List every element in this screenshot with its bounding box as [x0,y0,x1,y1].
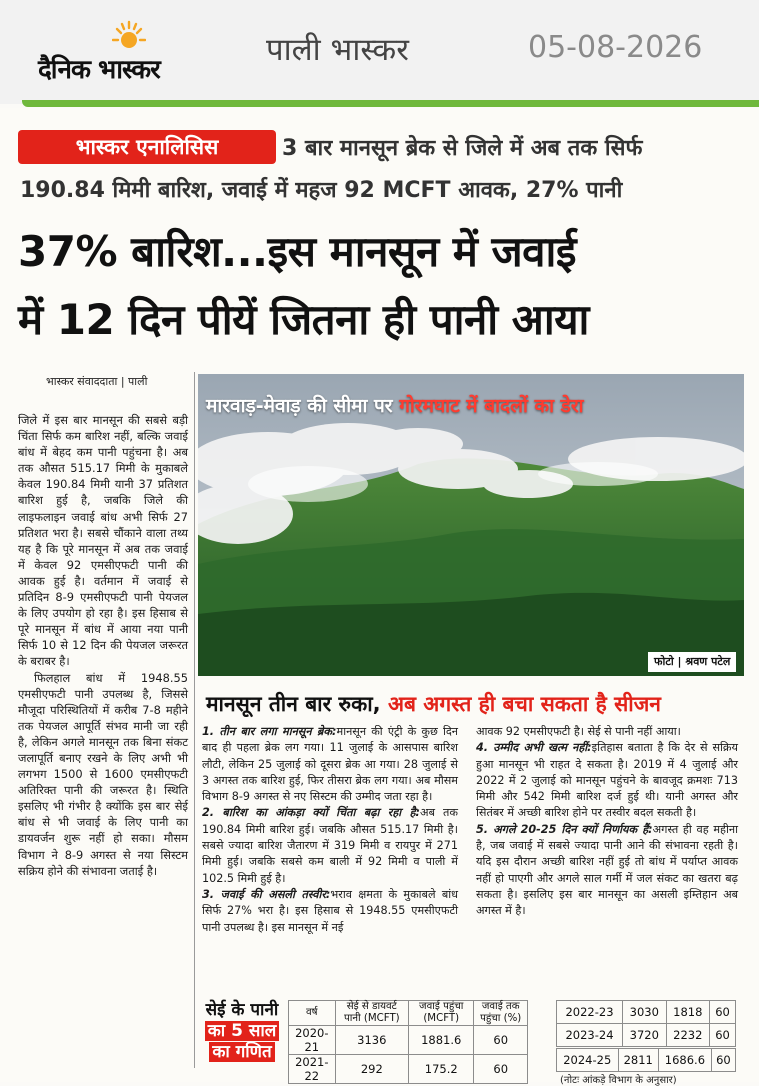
point-text: आवक 92 एमसीएफटी है। सेई से पानी नहीं आया। [476,725,681,738]
header-accent-line [22,100,759,107]
sei-water-table-right [556,1000,736,1047]
table-header: जवाई तक पहुंचा (%) [474,1001,528,1026]
table-cell: 60 [474,1026,528,1055]
analysis-badge: भास्कर एनालिसिस [18,130,276,164]
table-cell: 2232 [666,1024,710,1047]
column-divider [194,372,195,1068]
byline: भास्कर संवाददाता | पाली [46,375,148,388]
table-cell: 2022-23 [557,1001,623,1024]
sun-logo-icon [112,20,146,54]
left-column [18,412,188,879]
kicker-line-1: 3 बार मानसून ब्रेक से जिले में अब तक सिर्फ [282,136,643,161]
sei-water-table-left [288,1000,528,1084]
sei-water-table-right-2 [556,1048,736,1072]
brand-logo[interactable] [38,20,218,84]
middle-column [202,724,458,936]
table-cell: 3720 [623,1024,667,1047]
table-cell: 60 [710,1001,736,1024]
table-cell: 2021-22 [289,1055,336,1084]
headline-line-2: में 12 दिन पीयें जितना ही पानी आया [18,295,589,344]
point-lead: 5. अगले 20-25 दिन क्यों निर्णायक हैं: [476,822,653,836]
point-text: अब तक 190.84 मिमी बारिश हुई। जबकि औसत 515.17 मिमी है। सबसे ज्यादा बारिश जैतारण में 319 मिमी व रायपुर में 271 मिमी हुई। जबकि सबसे कम बाली में 92 मिमी व पाली में 102.5 मिमी हुई है। [202,806,458,885]
table-cell: 60 [710,1024,736,1047]
subhead-highlight: अब अगस्त ही बचा सकता है सीजन [387,692,661,716]
photo-credit: फोटो | श्रवण पटेल [648,652,736,672]
point-paragraph [476,822,738,920]
point-paragraph [202,724,458,805]
table-row [557,1024,736,1047]
point-paragraph [476,740,738,821]
table-row [289,1055,528,1084]
table-cell: 3030 [623,1001,667,1024]
point-text: इतिहास बताता है कि देर से सक्रिय हुआ मानसून भी राहत दे सकता है। 2019 में 4 जुलाई और 2022 में 2 जुलाई को मानसून पहुंचने के बावजूद क्रमशः 713 मिमी और 542 मिमी बारिश दर्ज हुई थी। यानी अगस्त और सितंबर में अच्छी बारिश होने पर तस्वीर बदल सकती है। [476,741,739,820]
table-cell: 175.2 [409,1055,474,1084]
table-cell: 60 [711,1049,735,1072]
table-row [289,1026,528,1055]
app-header [0,0,759,104]
news-photo [198,374,744,676]
table-label [198,1000,286,1063]
point-text: मानसून की एंट्री के कुछ दिन बाद ही पहला ब्रेक लग गया। 11 जुलाई के आसपास बारिश लौटी, लेकिन 25 जुलाई को दूसरा ब्रेक आ गया। 28 जुलाई से 3 अगस्त तक बारिश हुई, फिर तीसरा ब्रेक लग गया। अब मौसम विभाग 8-9 अगस्त से नए सिस्टम की उम्मीद जता रहा है। [202,725,458,804]
table-cell: 2020-21 [289,1026,336,1055]
table-cell: 2024-25 [557,1049,619,1072]
point-paragraph [202,805,458,886]
right-column [476,724,738,920]
table-label-line-1: सेई के पानी [205,1000,279,1020]
left-paragraph: जिले में इस बार मानसून की सबसे बड़ी चिंता सिर्फ कम बारिश नहीं, बल्कि जवाई बांध में बेहद कम पानी पहुंचना है। अब तक औसत 515.17 मिमी के मुकाबले केवल 190.84 मिमी यानी 37 प्रतिशत बारिश हुई है, जबकि जिले की लाइफलाइन जवाई बांध अभी सिर्फ 27 प्रतिशत भरा है। सबसे चौंकाने वाला तथ्य यह है कि पूरे मानसून में अब तक जवाई में केवल 92 एमसीएफटी पानी की आवक हुई है। वर्तमान में जवाई से प्रतिदिन 8-9 एमसीएफटी पानी पेयजल के लिए उपयोग हो रहा है। इस हिसाब से पूरे मानसून में बांध में आया नया पानी सिर्फ 10 से 12 दिन की पेयजल जरूरत के बराबर है। [18,413,188,669]
table-row [557,1001,736,1024]
table-cell: 1686.6 [659,1049,712,1072]
headline-line-1: 37% बारिश...इस मानसून में जवाई [18,227,577,276]
table-cell: 3136 [335,1026,408,1055]
table-cell: 1881.6 [409,1026,474,1055]
photo-title-prefix: मारवाड़-मेवाड़ की सीमा पर [206,395,400,417]
table-header: वर्ष [289,1001,336,1026]
table-label-highlight: का 5 साल [205,1021,280,1041]
table-header: जवाई पहुंचा (MCFT) [409,1001,474,1026]
table-cell: 292 [335,1055,408,1084]
photo-title [206,392,584,418]
mountain-clouds-photo [198,374,744,676]
table-cell: 60 [474,1055,528,1084]
point-lead: 2. बारिश का आंकड़ा क्यों चिंता बढ़ा रहा है: [202,806,421,820]
table-row [557,1049,736,1072]
point-lead: 4. उम्मीद अभी खत्म नहीं: [476,741,592,755]
table-label-line-3: का गणित [209,1042,274,1062]
section-subhead [206,690,661,718]
table-header: सेई से डायवर्ट पानी (MCFT) [335,1001,408,1026]
table-note: (नोटः आंकड़े विभाग के अनुसार) [560,1075,677,1086]
point-paragraph [476,724,738,740]
edition-name[interactable]: पाली भास्कर [266,32,409,68]
table-cell: 2023-24 [557,1024,623,1047]
edition-date[interactable]: 05-08-2026 [528,30,703,65]
left-paragraph: फिलहाल बांध में 1948.55 एमसीएफटी पानी उपलब्ध है, जिससे मौजूदा परिस्थितियों में करीब 7-8 महीने तक पेयजल आपूर्ति संभव मानी जा रही है, लेकिन अगले मानसून तक बिना संकट जलापूर्ति बनाए रखने के लिए अभी भी लगभग 1500 से 1600 एमसीएफटी अतिरिक्त पानी की जरूरत है। स्थिति इसलिए भी गंभीर है क्योंकि इस बार सेई बांध से भी जवाई के लिए पानी का डायवर्जन शुरू नहीं हो सका। मौसम विभाग ने 8-9 अगस्त से नया सिस्टम सक्रिय होने की संभावना जताई है। [18,670,188,878]
point-lead: 1. तीन बार लगा मानसून ब्रेक: [202,725,337,738]
table-cell: 1818 [666,1001,710,1024]
point-lead: 3. जवाई की असली तस्वीर: [202,887,331,901]
photo-title-highlight: गोरमघाट में बादलों का डेरा [399,395,584,417]
table-cell: 2811 [618,1049,659,1072]
point-text: अगस्त ही वह महीना है, जब जवाई में सबसे ज्यादा पानी आने की संभावना रहती है। यदि इस दौरान अच्छी बारिश नहीं हुई तो बांध में पर्याप्त आवक नहीं हो पाएगी और अगले साल गर्मी में जल संकट का खतरा बढ़ सकता है। इसलिए इस बार मानसून का असली इम्तिहान अब अगस्त में है। [476,822,738,918]
point-paragraph [202,887,458,936]
point-text: भराव क्षमता के मुकाबले बांध सिर्फ 27% भरा है। इस हिसाब से 1948.55 एमसीएफटी पानी उपलब्ध है। इस मानसून में नई [202,887,458,934]
kicker-line-2: 190.84 मिमी बारिश, जवाई में महज 92 MCFT आवक, 27% पानी [20,178,623,203]
subhead-prefix: मानसून तीन बार रुका, [206,692,388,716]
brand-name: दैनिक भास्कर [38,55,160,85]
